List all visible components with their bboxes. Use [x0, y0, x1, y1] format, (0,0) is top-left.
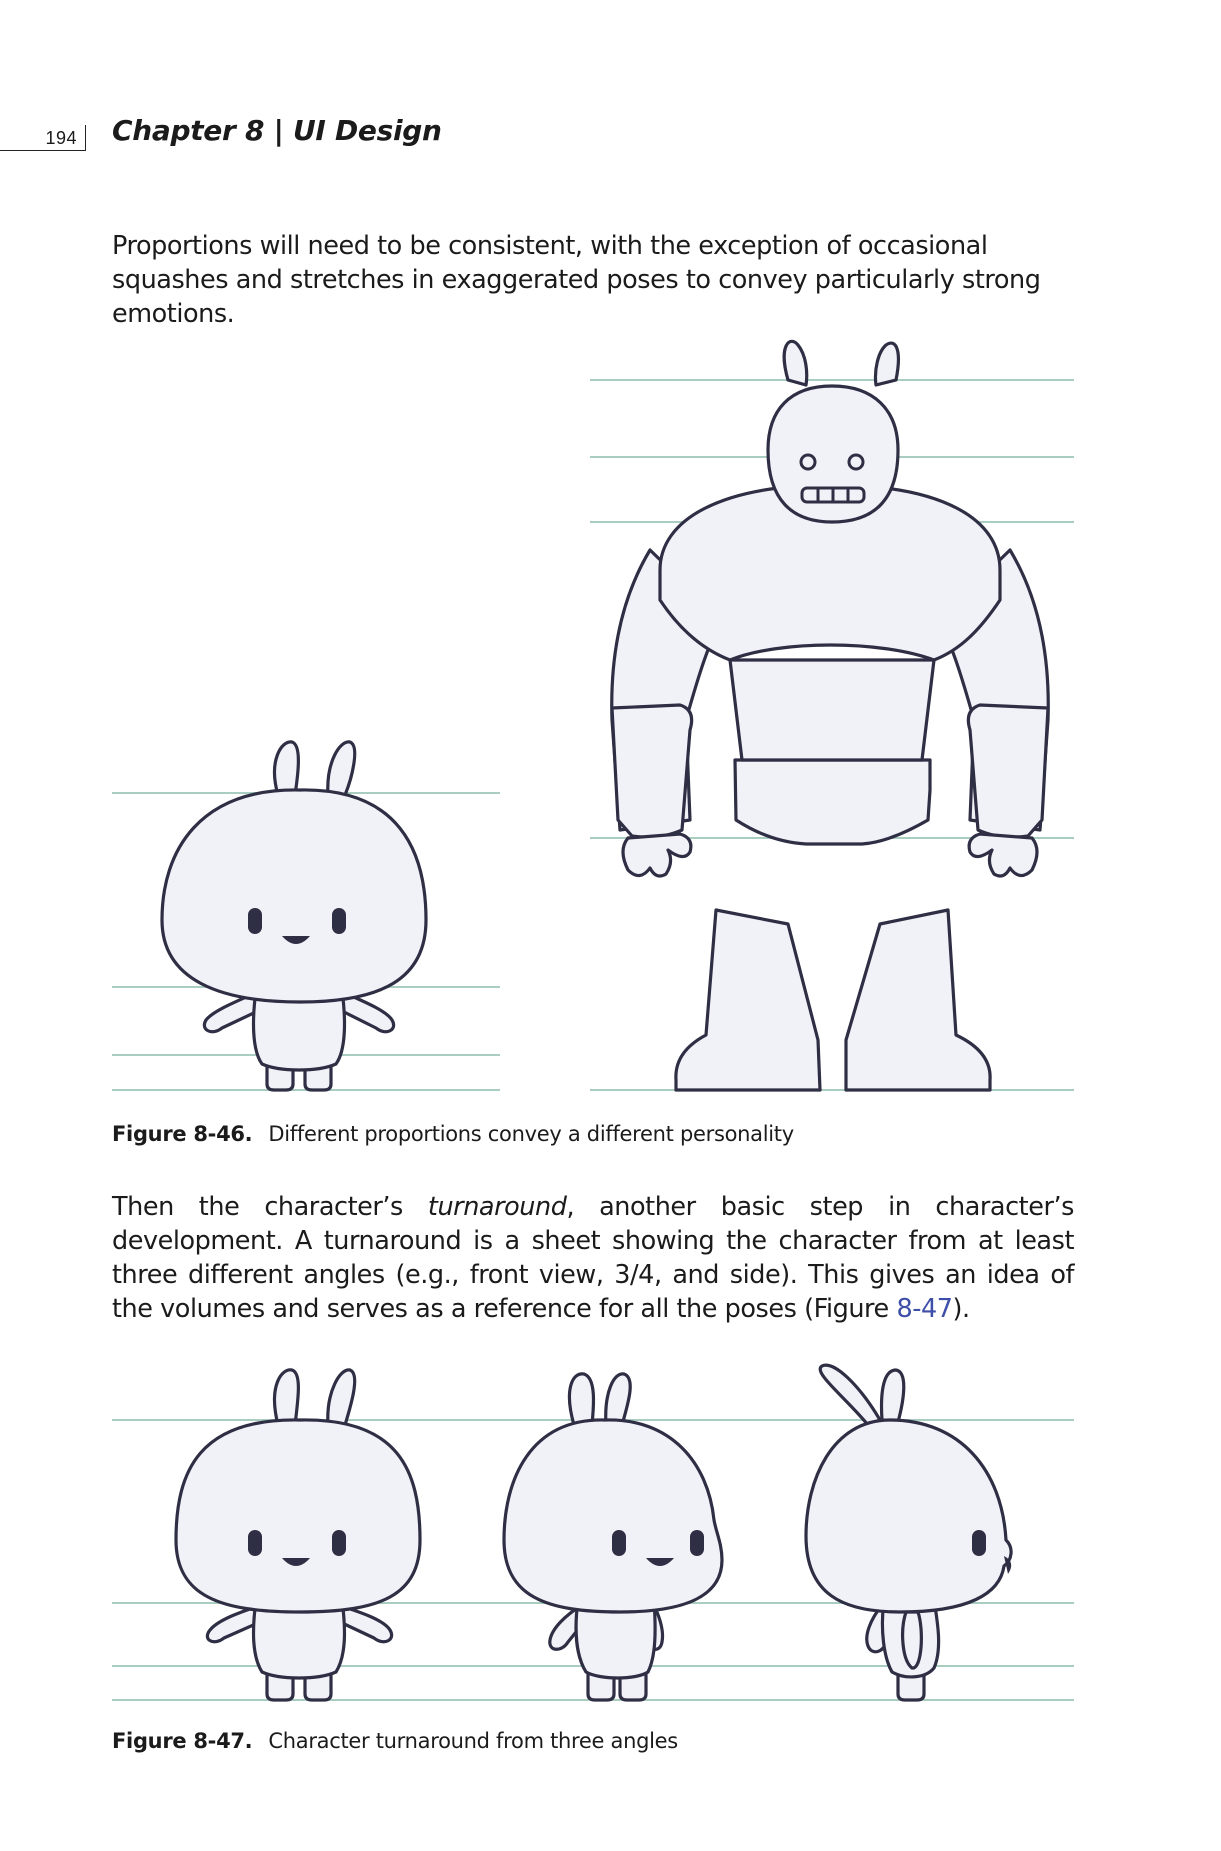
paragraph-2-text-end: ).: [952, 1294, 970, 1324]
tall-robot-character: [612, 341, 1048, 1090]
figure-8-46-label: Figure 8-46.: [112, 1122, 253, 1146]
figure-8-46-illustration: [0, 330, 1221, 1110]
figure-8-47-link[interactable]: 8-47: [896, 1294, 953, 1324]
paragraph-proportions: Proportions will need to be consistent, with the exception of occasional squashes and stretches in exaggerated poses to convey particularly strong emotions.: [112, 231, 1041, 329]
page-number-box: [0, 125, 86, 151]
figure-8-47-caption: [112, 1729, 678, 1753]
paragraph-turnaround: [112, 1190, 1074, 1326]
figure-8-47-caption-text: Character turnaround from three angles: [268, 1729, 678, 1753]
small-bunny-character: [162, 742, 426, 1090]
figure-8-47-label: Figure 8-47.: [112, 1729, 253, 1753]
paragraph-2-text-middle: , another basic step in character’s development. A turnaround is a sheet showing the character from at least three different angles (e.g., front view, 3/4, and side). This gives an idea of the volumes and serves as a reference for all the poses (Figure: [112, 1192, 1074, 1324]
bunny-side-view: [806, 1365, 1011, 1700]
page-number: 194: [45, 128, 77, 148]
bunny-three-quarter-view: [504, 1374, 722, 1700]
paragraph-2-text-start: Then the character’s: [112, 1192, 428, 1222]
chapter-heading: Chapter 8 | UI Design: [112, 114, 442, 147]
figure-8-46-caption: [112, 1122, 794, 1146]
figure-8-47-illustration: [0, 1350, 1221, 1705]
figure-8-46-caption-text: Different proportions convey a different personality: [268, 1122, 794, 1146]
term-turnaround: turnaround: [427, 1192, 567, 1222]
